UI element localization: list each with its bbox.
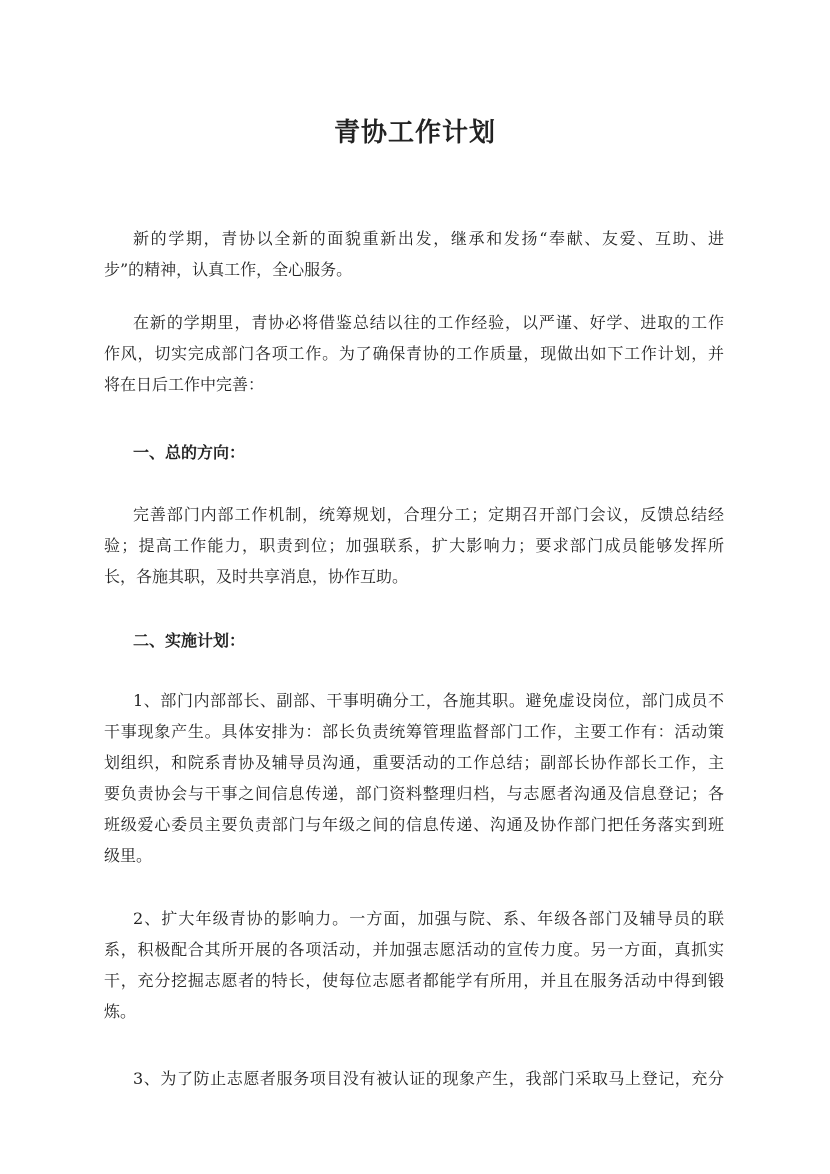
paragraph-line: 划组织，和院系青协及辅导员沟通，重要活动的工作总结；副部长协作部长工作，主 [104, 753, 724, 772]
paragraph-line: 验；提高工作能力，职责到位；加强联系，扩大影响力；要求部门成员能够发挥所 [104, 536, 724, 555]
paragraph [104, 307, 724, 400]
paragraph-line: 2、扩大年级青协的影响力。一方面，加强与院、系、年级各部门及辅导员的联 [133, 909, 724, 928]
paragraph [104, 223, 724, 285]
section-heading: 一、总的方向： [133, 443, 246, 462]
paragraph-line: 长，各施其职，及时共享消息，协作互助。 [104, 567, 409, 586]
paragraph [104, 903, 724, 1027]
paragraph [104, 1063, 724, 1094]
paragraph-line: 将在日后工作中完善： [104, 375, 265, 394]
paragraph-line: 新的学期，青协以全新的面貌重新出发，继承和发扬“奉献、友爱、互助、进 [133, 229, 724, 248]
document-title: 青协工作计划 [333, 118, 496, 148]
paragraph [104, 685, 724, 871]
paragraph-line: 系，积极配合其所开展的各项活动，并加强志愿活动的宣传力度。另一方面，真抓实 [104, 940, 724, 959]
paragraph-line: 1、部门内部部长、副部、干事明确分工，各施其职。避免虚设岗位，部门成员不 [133, 691, 724, 710]
section-heading: 二、实施计划： [133, 631, 246, 650]
paragraph-line: 在新的学期里，青协必将借鉴总结以往的工作经验，以严谨、好学、进取的工作 [133, 313, 724, 332]
paragraph-line: 步”的精神，认真工作，全心服务。 [104, 260, 353, 279]
paragraph-line: 完善部门内部工作机制，统筹规划，合理分工；定期召开部门会议，反馈总结经 [133, 505, 724, 524]
paragraph [104, 499, 724, 592]
paragraph-line: 3、为了防止志愿者服务项目没有被认证的现象产生，我部门采取马上登记，充分 [133, 1069, 724, 1088]
paragraph-line: 班级爱心委员主要负责部门与年级之间的信息传递、沟通及协作部门把任务落实到班 [104, 815, 724, 834]
paragraph-line: 作风，切实完成部门各项工作。为了确保青协的工作质量，现做出如下工作计划，并 [104, 344, 724, 363]
paragraph-line: 炼。 [104, 1002, 137, 1021]
paragraph-line: 要负责协会与干事之间信息传递，部门资料整理归档，与志愿者沟通及信息登记；各 [104, 784, 724, 803]
paragraph-line: 级里。 [104, 846, 153, 865]
paragraph-line: 干事现象产生。具体安排为：部长负责统筹管理监督部门工作，主要工作有：活动策 [104, 722, 724, 741]
paragraph-line: 干，充分挖掘志愿者的特长，使每位志愿者都能学有所用，并且在服务活动中得到锻 [104, 971, 724, 990]
